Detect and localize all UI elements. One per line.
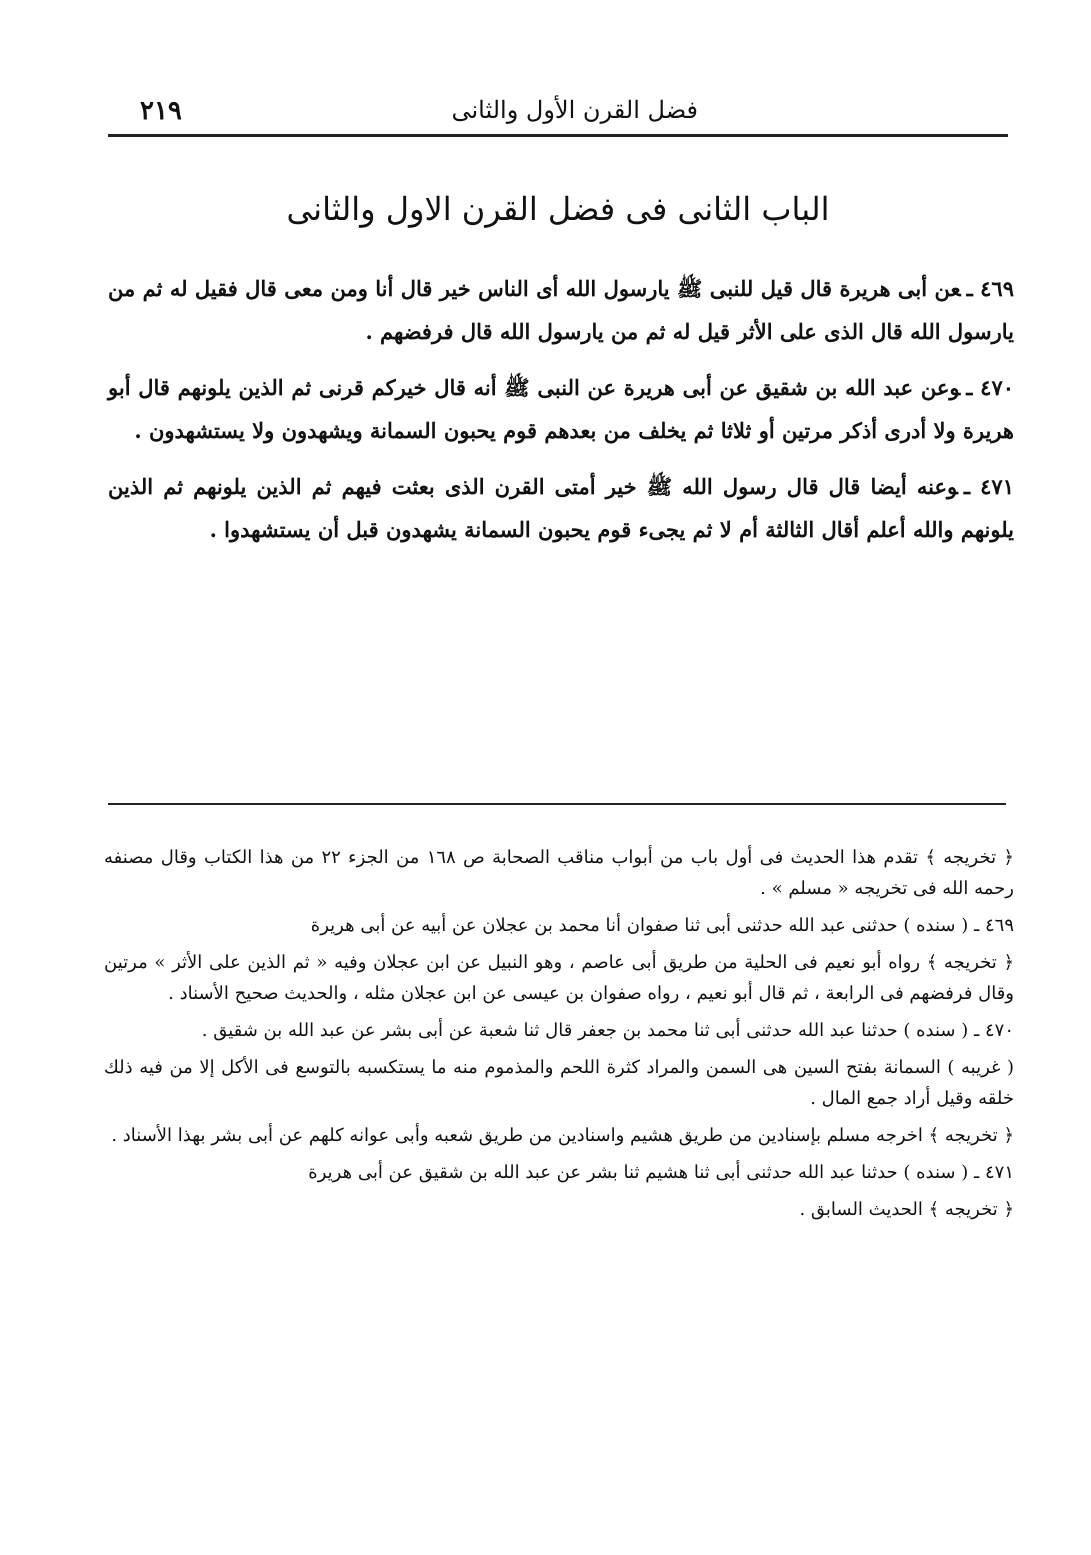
footnote: ٤٧٠ ـ ( سنده ) حدثنا عبد الله حدثنى أبى ثنا محمد بن جعفر قال ثنا شعبة عن أبى بشر عن عبد الله بن شقيق .: [201, 1020, 1014, 1041]
running-head: فضل القرن الأول والثانى: [451, 96, 698, 124]
footnote: ﴿ تخريجه ﴾ رواه أبو نعيم فى الحلية من طريق أبى عاصم ، وهو النبيل عن ابن عجلان وفيه « ثم الذين على الأثر » مرتين وقال فرفضهم فى الرابعة ، ثم قال أبو نعيم ، رواه صفوان بن عيسى عن ابن عجلان مثله ، والحديث صحيح الأسناد .: [104, 952, 1014, 1004]
hadith-text: عن أبى هريرة قال قيل للنبى ﷺ يارسول الله أى الناس خير قال أنا ومن معى قال فقيل له ثم من يارسول الله قال الذى على الأثر قيل له ثم من يارسول الله قال فرفضهم .: [108, 276, 1014, 344]
footnote: ( غريبه ) السمانة بفتح السين هى السمن والمراد كثرة اللحم والمذموم منه ما يستكسبه بالتوسع فى الأكل إلا من فيه ذلك خلقه وقيل أراد جمع المال .: [104, 1057, 1014, 1109]
hadith-470: [108, 367, 1014, 452]
hadith-469: [108, 268, 1014, 353]
header-rule: [108, 134, 1008, 137]
footnotes: [104, 842, 1014, 1231]
main-text: [108, 268, 1014, 565]
hadith-text: وعنه أيضا قال قال رسول الله ﷺ خير أمتى القرن الذى بعثت فيهم ثم الذين يلونهم ثم الذين يلونهم والله أعلم أقال الثالثة أم لا ثم يجىء قوم يحبون السمانة يشهدون قبل أن يستشهدوا .: [108, 474, 1014, 542]
page-number: ٢١٩: [140, 96, 182, 126]
footnote: ﴿ تخريجه ﴾ اخرجه مسلم بإسنادين من طريق هشيم واسنادين من طريق شعبه وأبى عوانه كلهم عن أبى بشر بهذا الأسناد .: [111, 1125, 1014, 1146]
page-header: [108, 88, 1008, 134]
hadith-number: ٤٧٠ ـ: [966, 375, 1015, 400]
footnote: ﴿ تخريجه ﴾ تقدم هذا الحديث فى أول باب من أبواب مناقب الصحابة ص ١٦٨ من الجزء ٢٢ من هذا الكتاب وقال مصنفه رحمه الله فى تخريجه « مسلم » .: [104, 847, 1014, 899]
footnote: ٤٦٩ ـ ( سنده ) حدثنى عبد الله حدثنى أبى ثنا صفوان أنا محمد بن عجلان عن أبيه عن أبى هريرة: [310, 915, 1014, 936]
hadith-471: [108, 466, 1014, 551]
footnote: ٤٧١ ـ ( سنده ) حدثنا عبد الله حدثنى أبى ثنا هشيم ثنا بشر عن عبد الله بن شقيق عن أبى هريرة: [308, 1162, 1014, 1183]
hadith-number: ٤٧١ ـ: [963, 474, 1014, 499]
hadith-text: وعن عبد الله بن شقيق عن أبى هريرة عن النبى ﷺ أنه قال خيركم قرنى ثم الذين يلونهم قال أبو هريرة ولا أدرى أذكر مرتين أو ثلاثا ثم يخلف من بعدهم قوم يحبون السمانة ويشهدون ولا يستشهدون .: [108, 375, 1014, 443]
footnote: ﴿ تخريجه ﴾ الحديث السابق .: [799, 1199, 1014, 1220]
footnote-rule: [108, 803, 1006, 805]
hadith-number: ٤٦٩ ـ: [966, 276, 1014, 301]
chapter-title: الباب الثانى فى فضل القرن الاول والثانى: [286, 190, 830, 228]
